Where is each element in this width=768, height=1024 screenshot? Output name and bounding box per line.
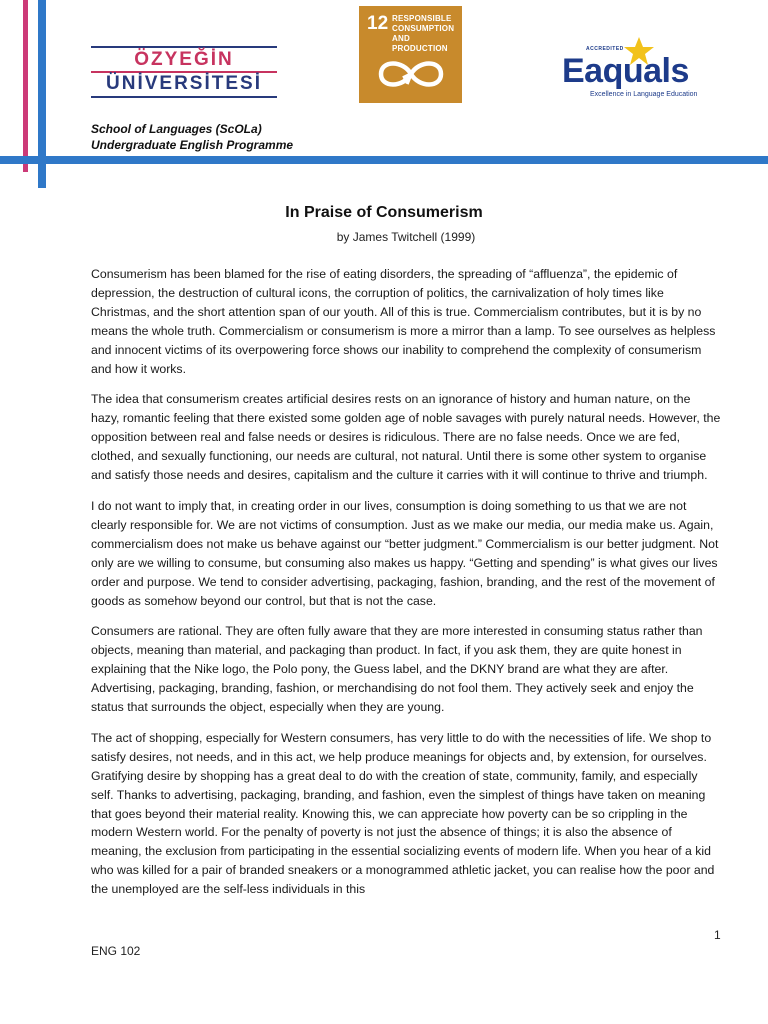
- eaquals-logo: [562, 36, 712, 106]
- infinity-loop-icon: [373, 54, 449, 94]
- paragraph: The act of shopping, especially for Western consumers, has very little to do with the necessities of life. We shop to satisfy desires, not needs, and in this act, we help produce meanings for objects and, by extension, for ourselves. Gratifying desire by shopping has a great deal to do with the creation of state, community, family, and especially self. Thanks to advertising, packaging, branding, and fashion, even the simplest of things have taken on meaning that goes beyond their material reality. Knowing this, we can appreciate how poverty can be so crippling in the modern Western world. For the penalty of poverty is not just the absence of things; it is also the absence of meaning, the exclusion from participating in the essential socializing events of modern life. When you hear of a kid who was killed for a pair of branded sneakers or a monogrammed athletic jacket, you can realise how the poor and the unemployed are the self-less individuals in this: [91, 730, 715, 897]
- eaquals-wordmark: Eaquals: [562, 52, 689, 90]
- school-info: [91, 121, 293, 153]
- paragraph: Consumerism has been blamed for the rise of eating disorders, the spreading of “affluenza”, the epidemic of depression, the destruction of cultural icons, the corruption of politics, the carnivalization of holy times like Christmas, and the short attention span of our youth. All of this is true. Commercialism contributes, but it is by no means the whole truth. Commercialism or consumerism is more a mirror than a lamp. To see ourselves as helpless and innocent victims of its overpowering force shows our inability to comprehend the complexity of consumerism and how it works.: [91, 267, 716, 376]
- sdg-title: RESPONSIBLE CONSUMPTION AND PRODUCTION: [392, 14, 455, 53]
- course-code: ENG 102: [91, 944, 141, 958]
- document-byline: by James Twitchell (1999): [336, 230, 476, 244]
- university-logo-line2: ÜNİVERSİTESİ: [106, 73, 262, 94]
- page-number: 1: [714, 928, 721, 942]
- document-body: [91, 265, 721, 911]
- pink-vertical-bar: [23, 0, 28, 172]
- programme-name: Undergraduate English Programme: [91, 138, 294, 152]
- university-logo: [91, 46, 277, 106]
- university-logo-line1: ÖZYEĞİN: [134, 49, 234, 70]
- blue-horizontal-bar: [0, 156, 768, 164]
- sdg-12-badge: [359, 6, 462, 103]
- school-name: School of Languages (ScOLa): [91, 122, 262, 136]
- paragraph: Consumers are rational. They are often fully aware that they are more interested in consuming status rather than objects, meaning than material, and packaging than product. In fact, if you ask them, they are quite honest in explaining that the Nike logo, the Polo pony, the Guess label, and the DKNY brand are what they are after. Advertising, packaging, branding, fashion, or merchandising do not fool them. They actively seek and enjoy the status that surrounds the object, especially when they are young.: [91, 624, 703, 715]
- paragraph: The idea that consumerism creates artificial desires rests on an ignorance of history and human nature, on the hazy, romantic feeling that there existed some golden age of noble savages with purely natural needs. However, the opposition between real and false needs or desires is ridiculous. There are no false needs. Once we are fed, clothed, and sexually functioning, our needs are cultural, not natural. Until there is some other system to organise and satisfy those needs and desires, capitalism and the culture it carries with it will continue to thrive and triumph.: [91, 392, 721, 483]
- document-title: In Praise of Consumerism: [285, 204, 483, 221]
- paragraph: I do not want to imply that, in creating order in our lives, consumption is doing something to us that we are not clearly responsible for. We are not victims of consumption. Just as we make our media, our media make us. Again, commercialism does not make us behave against our “better judgment.” Commercialism is our better judgment. Not only are we willing to consume, but consuming also makes us happy. “Getting and spending” is what gives our lives order and purpose. We tend to consider advertising, packaging, fashion, branding, and the rest of the movement of goods as somehow beyond our control, but that is not the case.: [91, 498, 719, 608]
- eaquals-accredited: ACCREDITED: [586, 46, 624, 52]
- sdg-number: 12: [367, 13, 389, 34]
- eaquals-tagline: Excellence in Language Education: [590, 91, 698, 98]
